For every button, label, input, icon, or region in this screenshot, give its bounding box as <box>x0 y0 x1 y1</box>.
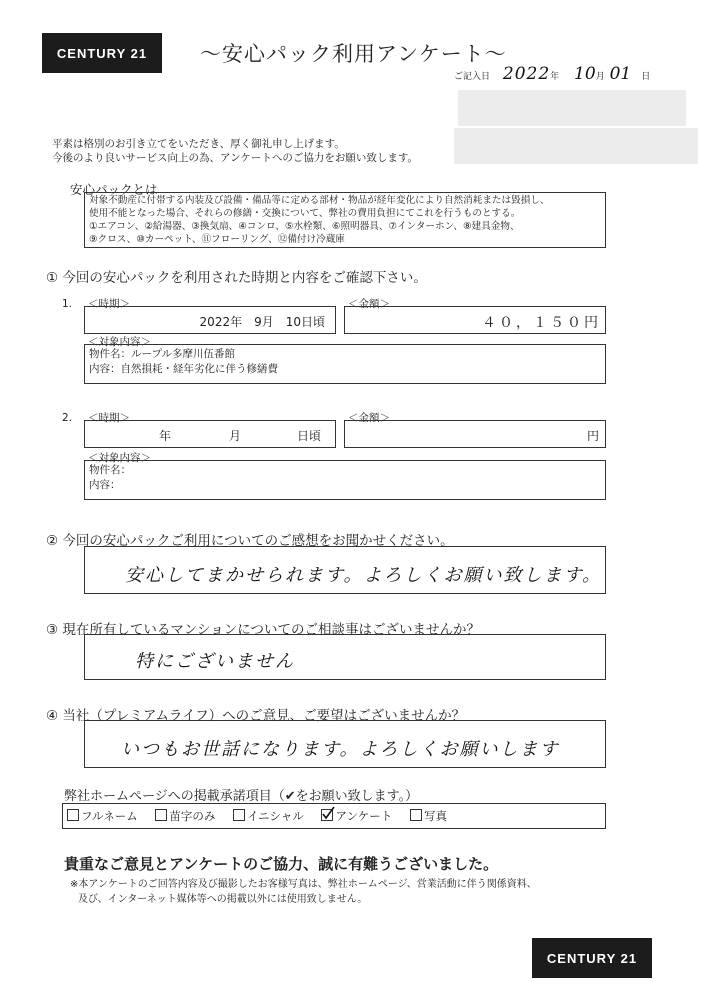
footer-notes <box>70 877 537 907</box>
answer-3-text: 特にございません <box>135 651 295 672</box>
redacted-address-area <box>454 128 698 164</box>
option-label: 写真 <box>423 809 447 823</box>
entry-1-target-label: ＜対象内容＞ <box>88 336 151 348</box>
entry-1-period-label: ＜時期＞ <box>88 298 130 310</box>
question-3: ③ 現在所有しているマンションについてのご相談事はございませんか？ <box>46 622 481 638</box>
question-2: ② 今回の安心パックご利用についてのご感想をお聞かせください。 <box>46 533 454 549</box>
entry-1-content: 内容：自然損耗・経年劣化に伴う修繕費 <box>89 363 278 375</box>
answer-2-box <box>84 546 606 594</box>
redacted-name-area <box>458 90 686 126</box>
answer-4-text: いつもお世話になります。よろしくお願いします <box>121 739 560 760</box>
question-1: ① 今回の安心パックを利用された時期と内容をご確認下さい。 <box>46 270 427 286</box>
entry-2-property: 物件名： <box>89 464 131 476</box>
option-label: アンケート <box>335 809 393 823</box>
day-unit: 日 <box>641 72 651 82</box>
consent-options-box <box>62 803 606 829</box>
definition-line: ①エアコン、②給湯器、③換気扇、④コンロ、⑤水栓類、⑥照明器具、⑦インターホン、⑧建具金物、 <box>89 221 520 232</box>
century21-logo-top <box>42 33 162 73</box>
entry-2-number: 2. <box>62 412 73 424</box>
intro-line: 今後のより良いサービス向上の為、アンケートへのご協力をお願い致します。 <box>52 152 419 164</box>
anshin-title: 安心パックとは <box>70 182 158 197</box>
consent-option-initial[interactable] <box>233 809 304 823</box>
year-unit: 年 <box>550 72 560 82</box>
logo-text: CENTURY 21 <box>546 950 638 966</box>
entry-2-day-unit: 日頃 <box>297 429 322 443</box>
checkbox-icon[interactable] <box>67 809 79 821</box>
consent-option-survey[interactable] <box>321 809 392 823</box>
entry-1-property: 物件名：ループル多摩川伍番館 <box>89 348 236 360</box>
date-year: 2022 <box>502 64 551 84</box>
entry-1-amount-label: ＜金額＞ <box>348 298 390 310</box>
entry-2-amount-value: 円 <box>586 429 599 443</box>
entry-2-year-unit: 年 <box>159 429 172 443</box>
checkmark-icon <box>321 806 335 820</box>
thanks-message: 貴重なご意見とアンケートのご協力、誠に有難うございました。 <box>64 855 499 873</box>
entry-2-target-box <box>84 460 606 500</box>
entry-2-month-unit: 月 <box>229 429 242 443</box>
logo-text: CENTURY 21 <box>56 45 148 61</box>
date-day: 01 <box>609 64 632 84</box>
consent-option-surname[interactable] <box>155 809 215 823</box>
entry-2-target-label: ＜対象内容＞ <box>88 452 151 464</box>
entry-1-amount-value: ４０，１５０円 <box>482 315 601 331</box>
century21-logo-bottom <box>532 938 652 978</box>
date-month: 10 <box>574 64 596 84</box>
entry-1-target-box <box>84 344 606 384</box>
entry-2-period-box <box>84 420 336 448</box>
note-line: ※本アンケートのご回答内容及び撮影したお客様写真は、弊社ホームページ、営業活動に伴う関係資料、 <box>70 879 537 890</box>
page-title: ～安心パック利用アンケート～ <box>200 42 507 66</box>
checkbox-icon[interactable] <box>155 809 167 821</box>
entry-2-content: 内容： <box>89 479 121 491</box>
consent-title: 弊社ホームページへの掲載承諾項目（✔をお願い致します。） <box>64 789 419 804</box>
checkbox-icon[interactable] <box>233 809 245 821</box>
option-label: 苗字のみ <box>169 809 216 823</box>
note-line: 及び、インターネット媒体等への掲載以外には使用致しません。 <box>78 894 368 905</box>
intro-line: 平素は格別のお引き立てをいただき、厚く御礼申し上げます。 <box>52 138 345 150</box>
consent-option-fullname[interactable] <box>67 809 138 823</box>
entry-1-period-box <box>84 306 336 334</box>
question-4: ④ 当社（プレミアムライフ）へのご意見、ご要望はございませんか？ <box>46 708 466 724</box>
date-label: ご記入日 <box>454 72 491 82</box>
intro-text <box>52 137 462 165</box>
entry-1-period-value: 2022年 9月 10日頃 <box>199 315 325 329</box>
entry-2-period-label: ＜時期＞ <box>88 412 130 424</box>
definition-line: 対象不動産に付帯する内装及び設備・備品等に定める部材・物品が経年変化により自然消耗または毀損し、 <box>89 195 550 206</box>
answer-3-box <box>84 634 606 680</box>
answer-2-text: 安心してまかせられます。よろしくお願い致します。 <box>125 565 603 586</box>
entry-2-amount-label: ＜金額＞ <box>348 412 390 424</box>
fill-date <box>454 64 650 84</box>
checkbox-icon[interactable] <box>410 809 422 821</box>
option-label: フルネーム <box>81 809 138 823</box>
checkbox-checked-icon[interactable] <box>321 809 333 821</box>
month-unit: 月 <box>595 72 605 82</box>
entry-1-amount-box <box>344 306 606 334</box>
definition-line: 使用不能となった場合、それらの修繕・交換について、弊社の費用負担にてこれを行うものとする。 <box>89 208 521 219</box>
entry-1-number: 1. <box>62 298 73 310</box>
option-label: イニシャル <box>247 809 304 823</box>
consent-option-photo[interactable] <box>410 809 447 823</box>
definition-line: ⑨クロス、⑩カーペット、⑪フローリング、⑫備付け冷蔵庫 <box>89 234 345 245</box>
answer-4-box <box>84 720 606 768</box>
anshin-definition-box <box>84 192 606 248</box>
entry-2-amount-box <box>344 420 606 448</box>
